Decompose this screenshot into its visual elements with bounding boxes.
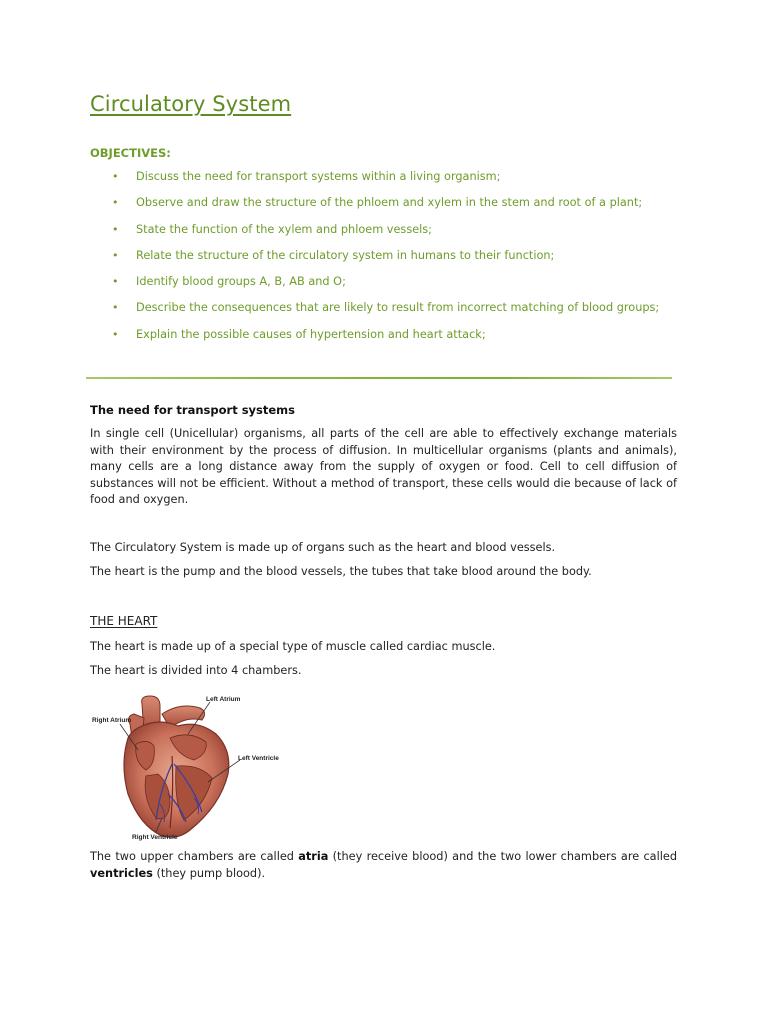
bullet-icon: • <box>112 170 119 183</box>
right-ventricle-label: Right Ventricle <box>132 834 178 841</box>
list-item: • Observe and draw the structure of the phloem and xylem in the stem and root of a plant; <box>112 196 643 210</box>
transport-heading: The need for transport systems <box>90 403 296 417</box>
chambers-line: The heart is divided into 4 chambers. <box>90 664 302 677</box>
bullet-icon: • <box>112 248 119 262</box>
list-item: • Discuss the need for transport systems within a living organism; <box>112 170 501 183</box>
chambers-paragraph: The two upper chambers are called atria (they receive blood) and the two lower chambers are called ventricles (they pump blood). <box>90 850 677 880</box>
circulatory-line: The Circulatory System is made up of organs such as the heart and blood vessels. <box>90 541 556 554</box>
pump-line: The heart is the pump and the blood vessels, the tubes that take blood around the body. <box>90 565 592 578</box>
page-title: Circulatory System <box>90 92 292 116</box>
bullet-icon: • <box>112 327 119 341</box>
objectives-heading: OBJECTIVES: <box>90 146 171 160</box>
right-atrium-label: Right Atrium <box>92 717 132 724</box>
bullet-icon: • <box>112 222 119 236</box>
bullet-icon: • <box>112 301 119 315</box>
bullet-icon: • <box>112 275 119 289</box>
list-item: • Describe the consequences that are likely to result from incorrect matching of blood groups; <box>112 301 660 315</box>
left-ventricle-label: Left Ventricle <box>238 755 279 762</box>
ventricles-term: ventricles <box>90 866 153 880</box>
objectives-list <box>112 170 659 354</box>
bullet-icon: • <box>112 196 119 210</box>
heart-illustration <box>90 694 290 842</box>
section-divider <box>86 377 672 379</box>
atria-term: atria <box>298 850 329 863</box>
list-item: • Identify blood groups A, B, AB and O; <box>112 275 346 289</box>
left-atrium-label: Left Atrium <box>206 696 241 703</box>
heart-heading: THE HEART <box>90 614 158 628</box>
transport-paragraph: In single cell (Unicellular) organisms, all parts of the cell are able to effectively exchange materials with their environment by the process of diffusion. In multicellular organisms (plants and animals), many cells are a long distance away from the supply of oxygen or food. Cell to cell diffusion of substances will not be efficient. Without a method of transport, these cells would die because of lack of food and oxygen. <box>90 427 677 507</box>
cardiac-muscle-line: The heart is made up of a special type of muscle called cardiac muscle. <box>90 640 496 653</box>
list-item: • State the function of the xylem and phloem vessels; <box>112 222 432 236</box>
list-item: • Relate the structure of the circulatory system in humans to their function; <box>112 248 555 262</box>
heart-diagram <box>90 694 290 842</box>
list-item: • Explain the possible causes of hypertension and heart attack; <box>112 327 486 341</box>
